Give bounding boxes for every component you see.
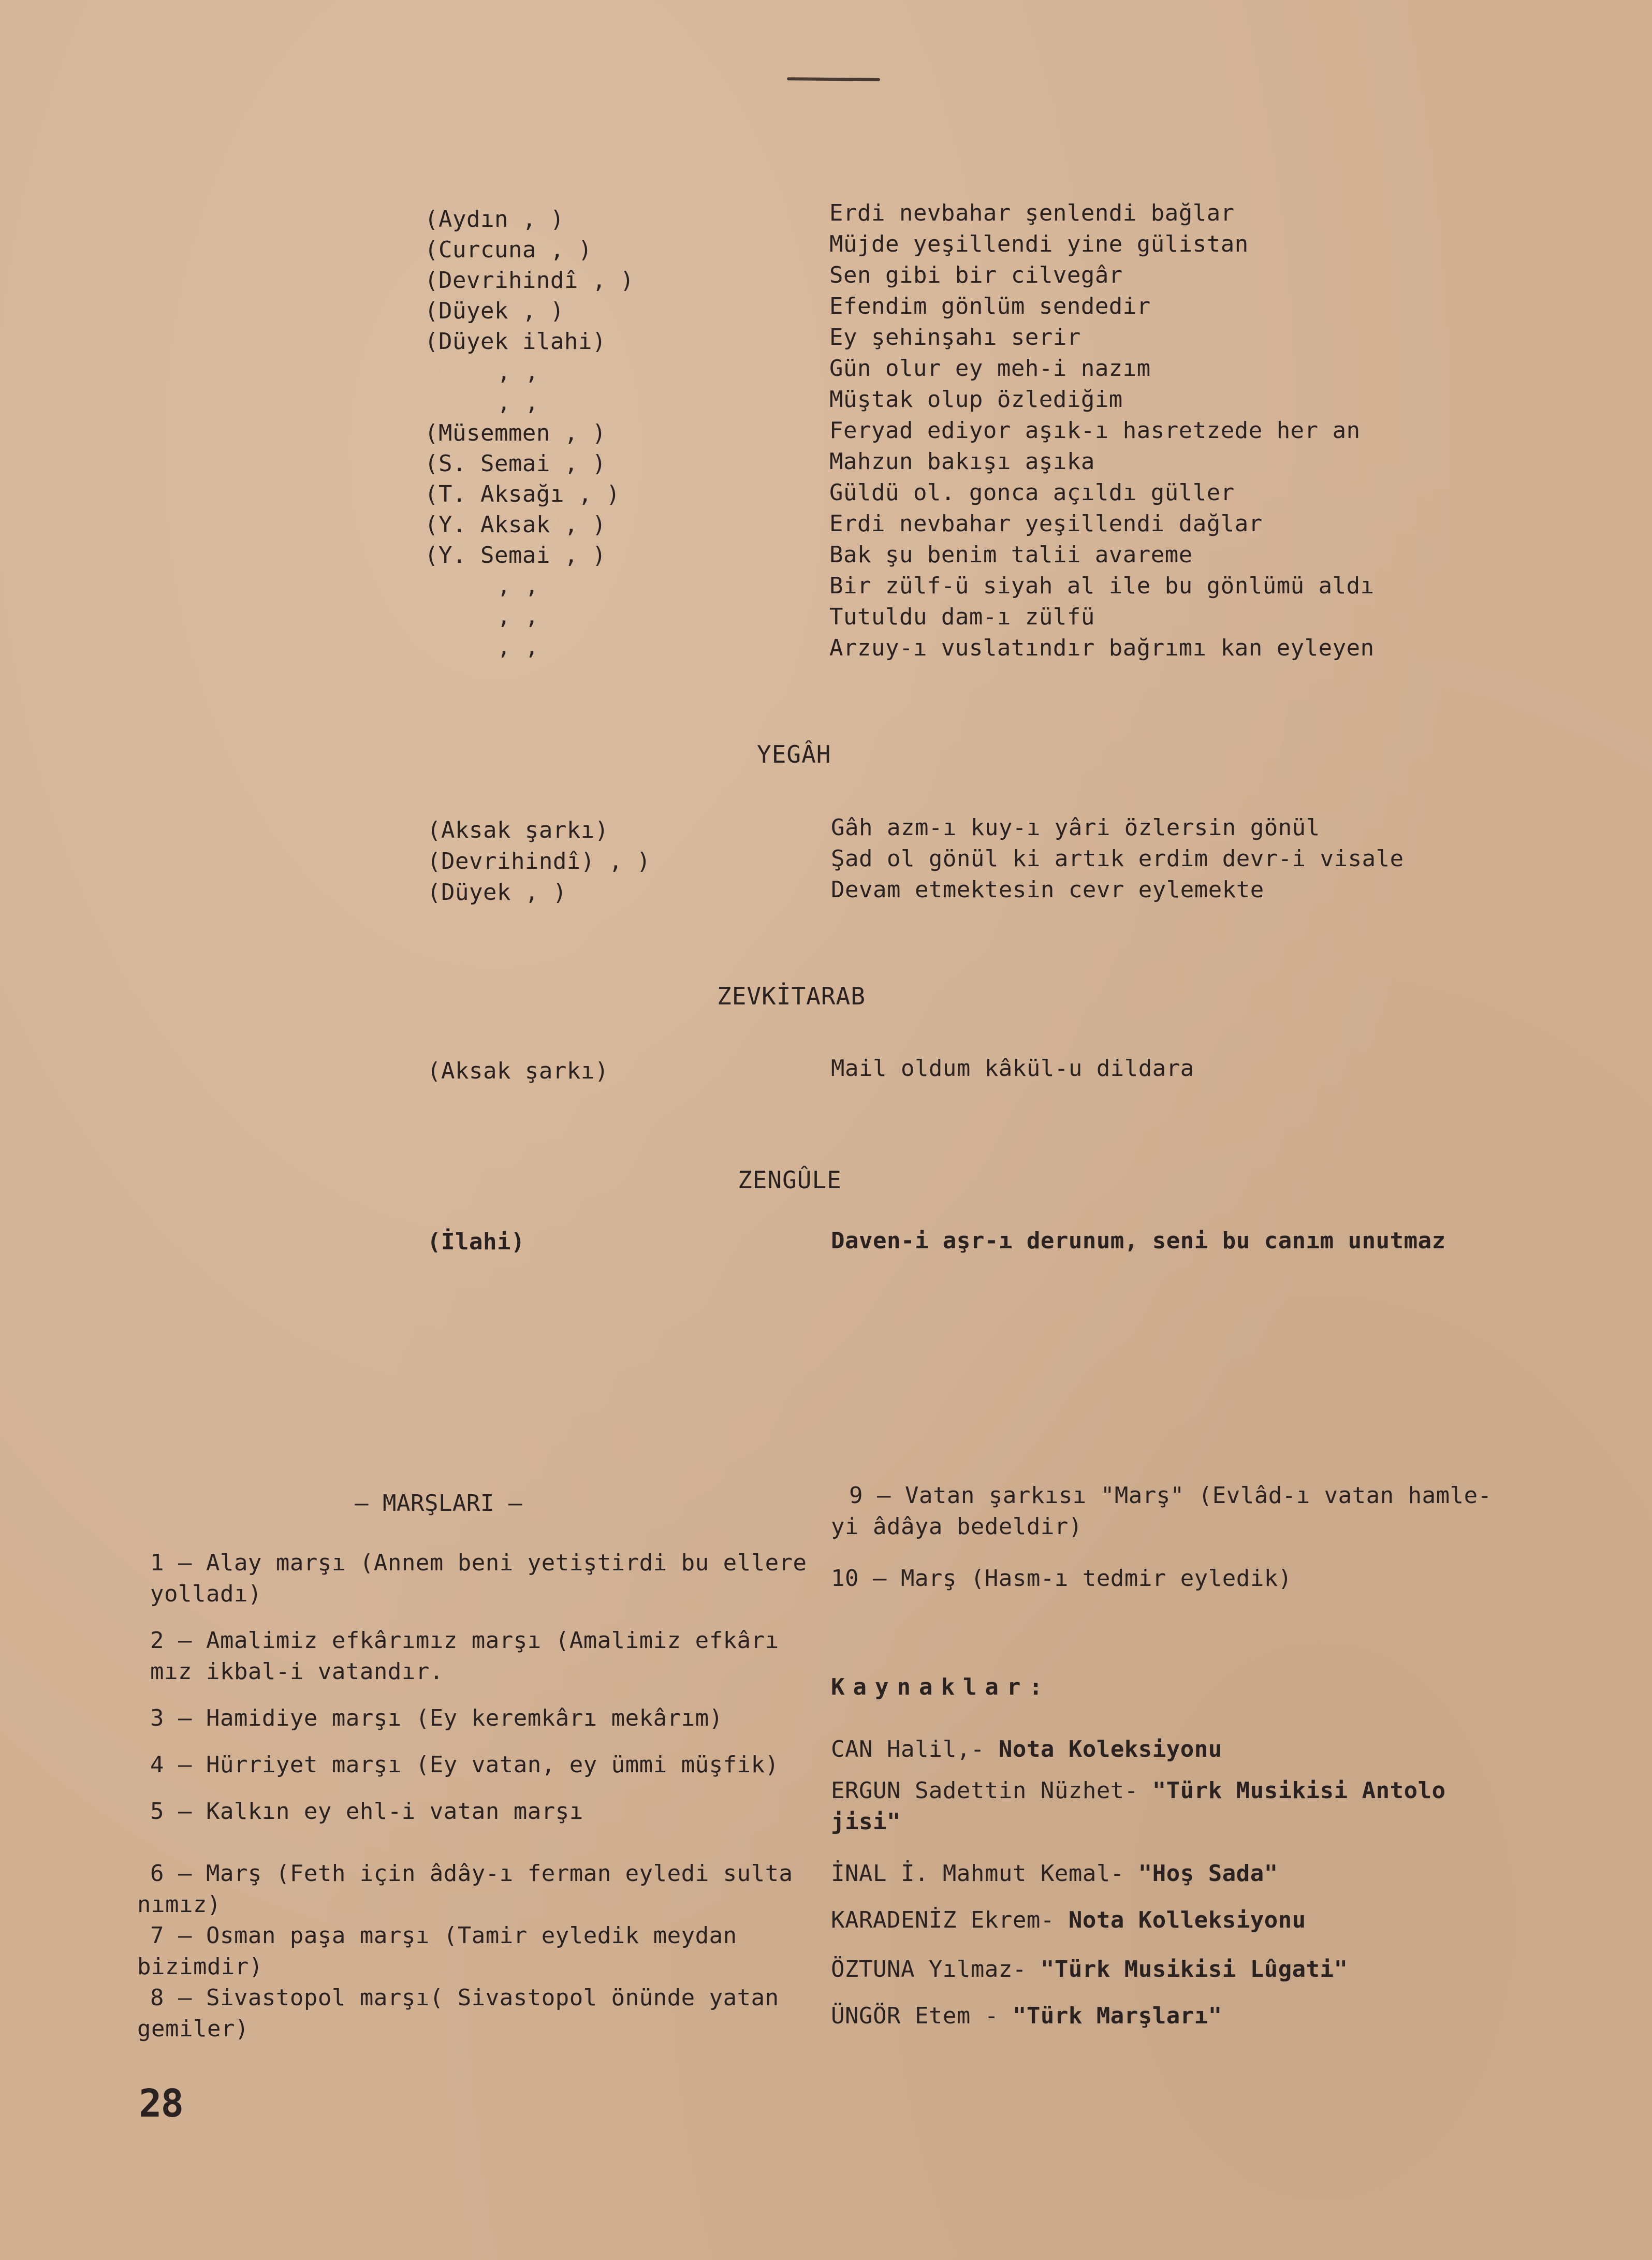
song-title: Gün olur ey meh-i nazım xyxy=(829,355,1151,382)
source-entry xyxy=(831,1905,1306,1935)
march-line: 9 — Vatan şarkısı "Marş" (Evlâd-ı vatan hamle- xyxy=(849,1482,1492,1509)
march-line: 4 — Hürriyet marşı (Ey vatan, ey ümmi müşfik) xyxy=(150,1752,779,1778)
source-author: İNAL İ. Mahmut Kemal- xyxy=(831,1860,1138,1887)
form-label: (Aksak şarkı) xyxy=(427,817,609,843)
song-title: Arzuy-ı vuslatındır bağrımı kan eyleyen xyxy=(829,635,1375,661)
form-label: (Curcuna , ) xyxy=(425,237,592,263)
march-line: 2 — Amalimiz efkârımız marşı (Amalimiz efkârı xyxy=(150,1627,779,1654)
source-author: ÖZTUNA Yılmaz- xyxy=(831,1956,1041,1982)
form-label: (İlahi) xyxy=(427,1229,525,1255)
song-title: Müjde yeşillendi yine gülistan xyxy=(829,231,1249,257)
song-title: Erdi nevbahar yeşillendi dağlar xyxy=(829,511,1263,537)
song-title: Mail oldum kâkül-u dildara xyxy=(831,1055,1194,1082)
source-author: ERGUN Sadettin Nüzhet- xyxy=(831,1777,1152,1804)
march-line: 10 — Marş (Hasm-ı tedmir eyledik) xyxy=(831,1565,1292,1592)
ditto-mark: , , xyxy=(497,603,539,630)
ditto-mark: , , xyxy=(497,634,539,660)
song-title: Erdi nevbahar şenlendi bağlar xyxy=(829,200,1235,226)
song-title: Müştak olup özlediğim xyxy=(829,386,1123,413)
source-work: Nota Koleksiyonu xyxy=(998,1736,1222,1762)
source-work: Nota Kolleksiyonu xyxy=(1068,1907,1306,1933)
song-title: Gâh azm-ı kuy-ı yâri özlersin gönül xyxy=(831,814,1320,841)
source-entry xyxy=(831,2001,1222,2031)
song-title: Feryad ediyor aşık-ı hasretzede her an xyxy=(829,417,1361,444)
source-work: jisi" xyxy=(831,1809,901,1835)
form-label: (Düyek ilahi) xyxy=(425,328,606,355)
ditto-mark: , , xyxy=(497,359,539,385)
form-label: (Aydın , ) xyxy=(425,206,564,232)
form-label: (Devrihindî , ) xyxy=(425,267,634,294)
song-title: Efendim gönlüm sendedir xyxy=(829,293,1151,319)
march-line: yi âdâya bedeldir) xyxy=(831,1513,1083,1540)
source-work: "Türk Musikisi Antolo xyxy=(1152,1777,1446,1804)
march-line: 6 — Marş (Feth için âdây-ı ferman eyledi sulta xyxy=(150,1860,793,1887)
ditto-mark: , , xyxy=(497,573,539,599)
section-heading-zengule: ZENGÛLE xyxy=(738,1166,842,1194)
song-title: Tutuldu dam-ı zülfü xyxy=(829,604,1095,630)
song-title: Devam etmektesin cevr eylemekte xyxy=(831,877,1264,903)
source-entry xyxy=(831,1807,901,1837)
march-line: 1 — Alay marşı (Annem beni yetiştirdi bu ellere xyxy=(150,1550,807,1576)
form-label: (Y. Aksak , ) xyxy=(425,512,606,538)
form-label: (Aksak şarkı) xyxy=(427,1058,609,1084)
march-line: 8 — Sivastopol marşı( Sivastopol önünde yatan xyxy=(150,1985,779,2011)
sources-heading: Kaynaklar: xyxy=(831,1674,1051,1700)
source-author: CAN Halil,- xyxy=(831,1736,999,1762)
source-work: "Türk Musikisi Lûgati" xyxy=(1040,1956,1348,1982)
form-label: (Y. Semai , ) xyxy=(425,542,606,568)
source-work: "Hoş Sada" xyxy=(1138,1860,1278,1887)
song-title: Mahzun bakışı aşıka xyxy=(829,448,1095,475)
song-title: Ey şehinşahı serir xyxy=(829,324,1081,351)
song-title: Sen gibi bir cilvegâr xyxy=(829,262,1123,288)
song-title: Daven-i aşr-ı derunum, seni bu canım unutmaz xyxy=(831,1228,1446,1254)
source-author: KARADENİZ Ekrem- xyxy=(831,1907,1069,1933)
march-line: 5 — Kalkın ey ehl-i vatan marşı xyxy=(150,1798,583,1825)
source-work: "Türk Marşları" xyxy=(1012,2003,1222,2029)
march-line: mız ikbal-i vatandır. xyxy=(150,1658,444,1685)
song-title: Şad ol gönül ki artık erdim devr-i visale xyxy=(831,845,1404,872)
march-line: 7 — Osman paşa marşı (Tamir eyledik meydan xyxy=(150,1922,737,1949)
song-title: Güldü ol. gonca açıldı güller xyxy=(829,479,1235,506)
form-label: (S. Semai , ) xyxy=(425,450,606,477)
form-label: (Devrihindî) , ) xyxy=(427,848,651,874)
staple-mark xyxy=(787,77,880,81)
form-label: (Düyek , ) xyxy=(425,298,564,324)
march-line: bizimdir) xyxy=(137,1953,263,1980)
marches-heading: — MARŞLARI — xyxy=(355,1490,522,1517)
source-entry xyxy=(831,1734,1222,1765)
song-title: Bir zülf-ü siyah al ile bu gönlümü aldı xyxy=(829,573,1375,599)
march-line: gemiler) xyxy=(137,2016,249,2042)
march-line: 3 — Hamidiye marşı (Ey keremkârı mekârım) xyxy=(150,1705,723,1731)
form-label: (Müsemmen , ) xyxy=(425,420,606,446)
source-entry xyxy=(831,1776,1446,1806)
form-label: (Düyek , ) xyxy=(427,879,567,906)
source-entry xyxy=(831,1955,1348,1985)
song-title: Bak şu benim talii avareme xyxy=(829,542,1193,568)
ditto-mark: , , xyxy=(497,389,539,416)
page-number: 28 xyxy=(139,2081,183,2126)
source-author: ÜNGÖR Etem - xyxy=(831,2003,1013,2029)
form-label: (T. Aksağı , ) xyxy=(425,481,620,507)
march-line: nımız) xyxy=(137,1891,221,1918)
section-heading-zevkitarab: ZEVKİTARAB xyxy=(717,982,866,1010)
section-heading-yegah: YEGÂH xyxy=(757,740,831,768)
march-line: yolladı) xyxy=(150,1581,262,1607)
source-entry xyxy=(831,1859,1278,1889)
